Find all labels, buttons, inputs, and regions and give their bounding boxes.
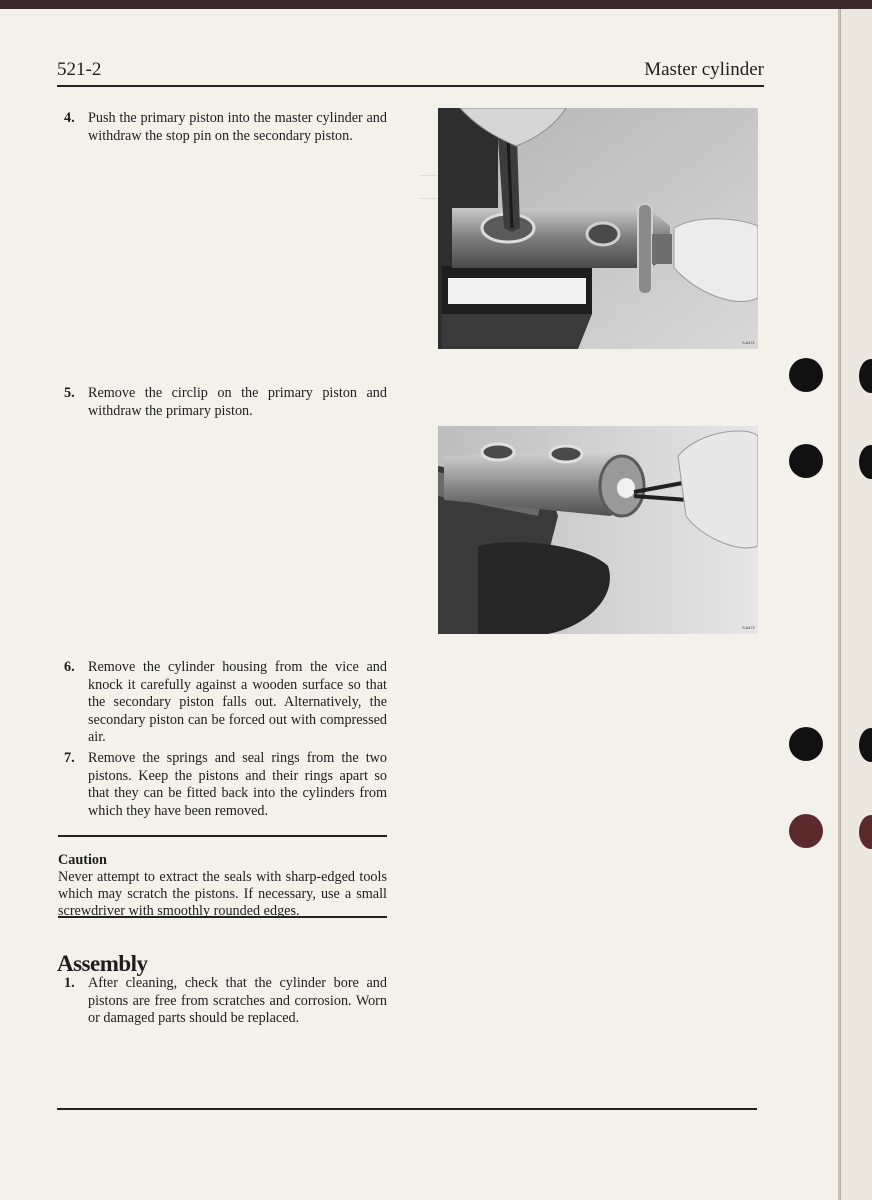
binder-hole [789, 814, 823, 848]
master-cylinder-circlip-image [438, 426, 758, 634]
figure-code: S-6471 [742, 340, 755, 345]
caution-text: Never attempt to extract the seals with sharp-edged tools which may scratch the pistons. If necessary, use a small screwdriver with smoothly rounded edges. [58, 869, 387, 919]
step-text: Remove the cylinder housing from the vice and knock it carefully against a wooden surface so that the secondary piston falls out. Alternatively, the secondary piston can be forced out with compressed air. [88, 659, 387, 745]
assembly-step-1 [64, 975, 387, 1028]
step-5 [64, 385, 387, 420]
step-7 [64, 750, 387, 820]
footer-rule [57, 1108, 757, 1110]
figure-code: S-6472 [742, 625, 755, 630]
manual-page [0, 9, 838, 1200]
step-number: 4. [64, 110, 75, 126]
caution-bottom-rule [58, 916, 387, 918]
binder-hole [859, 728, 872, 762]
step-text: Push the primary piston into the master cylinder and withdraw the stop pin on the secondary piston. [88, 110, 387, 144]
binder-hole [859, 445, 872, 479]
step-6 [64, 659, 387, 747]
caution-heading: Caution [58, 852, 107, 868]
step-number: 6. [64, 659, 75, 675]
binder-hole [789, 727, 823, 761]
step-number: 5. [64, 385, 75, 401]
step-number: 7. [64, 750, 75, 766]
step-text: Remove the circlip on the primary piston and withdraw the primary piston. [88, 385, 387, 419]
page-number: 521-2 [57, 59, 102, 80]
binder-hole [789, 444, 823, 478]
adjacent-page-edge [840, 9, 872, 1200]
page-header [57, 47, 764, 87]
step-number: 1. [64, 975, 75, 991]
binder-hole [859, 359, 872, 393]
step-4 [64, 110, 387, 145]
figure-stop-pin-photo [438, 108, 758, 349]
assembly-heading: Assembly [57, 951, 148, 976]
master-cylinder-pliers-image [438, 108, 758, 349]
caution-box [58, 852, 387, 920]
binder-hole [789, 358, 823, 392]
step-text: After cleaning, check that the cylinder bore and pistons are free from scratches and corrosion. Worn or damaged parts should be replaced. [88, 975, 387, 1026]
figure-circlip-photo [438, 426, 758, 634]
caution-top-rule [58, 835, 387, 837]
top-edge [0, 0, 872, 9]
step-text: Remove the springs and seal rings from the two pistons. Keep the pistons and their rings apart so that they can be fitted back into the cylinders from which they have been removed. [88, 750, 387, 819]
page-title: Master cylinder [644, 59, 764, 80]
binder-hole [859, 815, 872, 849]
